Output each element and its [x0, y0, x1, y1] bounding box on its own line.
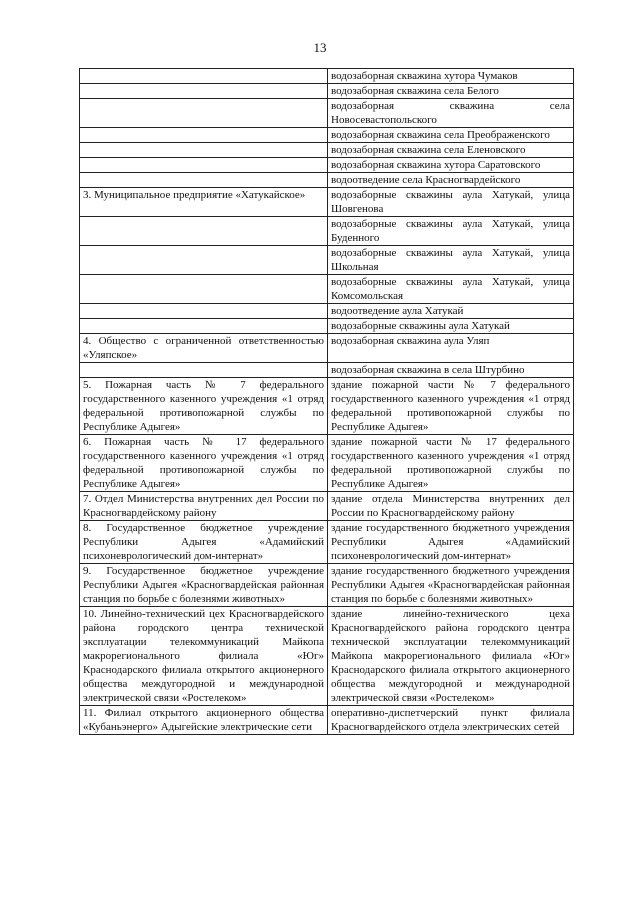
table-row: [80, 319, 574, 334]
org-cell: 10. Линейно-технический цех Красногвардейского района городского центра технической эксплуатации телекоммуникаций Майкопа макрорегионального филиала «Юг» Краснодарского филиала открытого акционерного общества междугородной и международной электрической связи «Ростелеком»: [80, 607, 328, 706]
org-cell: 8. Государственное бюджетное учреждение Республики Адыгея «Адамийский психоневрологический дом-интернат»: [80, 521, 328, 564]
object-cell: здание линейно-технического цеха Красногвардейского района городского центра технической эксплуатации телекоммуникаций Майкопа макрорегионального филиала «Юг» Краснодарского филиала открытого акционерного общества междугородной и международной электрической связи «Ростелеком»: [328, 607, 574, 706]
org-cell: [80, 275, 328, 304]
table-row: [80, 435, 574, 492]
org-cell: [80, 217, 328, 246]
org-cell: 5. Пожарная часть № 7 федерального государственного казенного учреждения «1 отряд федеральной противопожарной службы по Республике Адыгея»: [80, 378, 328, 435]
object-cell: водозаборная скважина села Преображенского: [328, 128, 574, 143]
object-cell: здание государственного бюджетного учреждения Республики Адыгея «Адамийский психоневрологический дом-интернат»: [328, 521, 574, 564]
object-cell: водозаборная скважина хутора Саратовского: [328, 158, 574, 173]
object-cell: водозаборные скважины аула Хатукай, улица Школьная: [328, 246, 574, 275]
object-cell: водоотведение аула Хатукай: [328, 304, 574, 319]
table-row: [80, 128, 574, 143]
org-cell: 7. Отдел Министерства внутренних дел России по Красногвардейскому району: [80, 492, 328, 521]
object-cell: оперативно-диспетчерский пункт филиала Красногвардейского отдела электрических сетей: [328, 706, 574, 735]
table-row: [80, 492, 574, 521]
object-cell: водоотведение села Красногвардейского: [328, 173, 574, 188]
table-row: [80, 275, 574, 304]
org-cell: 3. Муниципальное предприятие «Хатукайское»: [80, 188, 328, 217]
table-row: [80, 188, 574, 217]
object-cell: водозаборная скважина села Еленовского: [328, 143, 574, 158]
table-row: [80, 521, 574, 564]
object-cell: здание пожарной части № 7 федерального государственного казенного учреждения «1 отряд федеральной противопожарной службы по Республике Адыгея»: [328, 378, 574, 435]
table-row: [80, 143, 574, 158]
org-cell: [80, 246, 328, 275]
org-cell: [80, 99, 328, 128]
objects-table: [79, 68, 574, 735]
table-row: [80, 246, 574, 275]
org-cell: [80, 128, 328, 143]
table-row: [80, 304, 574, 319]
org-cell: 11. Филиал открытого акционерного общества «Кубаньэнерго» Адыгейские электрические сети: [80, 706, 328, 735]
object-cell: здание государственного бюджетного учреждения Республики Адыгея «Красногвардейская районная станция по борьбе с болезнями животных»: [328, 564, 574, 607]
table-row: [80, 363, 574, 378]
object-cell: здание пожарной части № 17 федерального государственного казенного учреждения «1 отряд федеральной противопожарной службы по Республике Адыгея»: [328, 435, 574, 492]
org-cell: 9. Государственное бюджетное учреждение Республики Адыгея «Красногвардейская районная станция по борьбе с болезнями животных»: [80, 564, 328, 607]
org-cell: [80, 143, 328, 158]
table-row: [80, 706, 574, 735]
table-row: [80, 173, 574, 188]
table-row: [80, 564, 574, 607]
org-cell: [80, 173, 328, 188]
object-cell: водозаборная скважина села Белого: [328, 84, 574, 99]
object-cell: водозаборные скважины аула Хатукай, улица Шовгенова: [328, 188, 574, 217]
org-cell: [80, 319, 328, 334]
object-cell: водозаборная скважина хутора Чумаков: [328, 69, 574, 84]
table-row: [80, 99, 574, 128]
table-row: [80, 607, 574, 706]
object-cell: здание отдела Министерства внутренних дел России по Красногвардейскому району: [328, 492, 574, 521]
page-number: 13: [313, 40, 327, 55]
table-row: [80, 84, 574, 99]
object-cell: водозаборная скважина аула Уляп: [328, 334, 574, 363]
object-cell: водозаборные скважины аула Хатукай, улица Комсомольская: [328, 275, 574, 304]
table-row: [80, 334, 574, 363]
org-cell: [80, 84, 328, 99]
org-cell: [80, 363, 328, 378]
table-row: [80, 217, 574, 246]
object-cell: водозаборная скважина в села Штурбино: [328, 363, 574, 378]
table-row: [80, 378, 574, 435]
org-cell: [80, 158, 328, 173]
org-cell: [80, 69, 328, 84]
object-cell: водозаборные скважины аула Хатукай, улица Буденного: [328, 217, 574, 246]
org-cell: 4. Общество с ограниченной ответственностью «Уляпское»: [80, 334, 328, 363]
org-cell: [80, 304, 328, 319]
table-row: [80, 69, 574, 84]
org-cell: 6. Пожарная часть № 17 федерального государственного казенного учреждения «1 отряд федеральной противопожарной службы по Республике Адыгея»: [80, 435, 328, 492]
object-cell: водозаборные скважины аула Хатукай: [328, 319, 574, 334]
table-row: [80, 158, 574, 173]
object-cell: водозаборная скважина села Новосевастопольского: [328, 99, 574, 128]
